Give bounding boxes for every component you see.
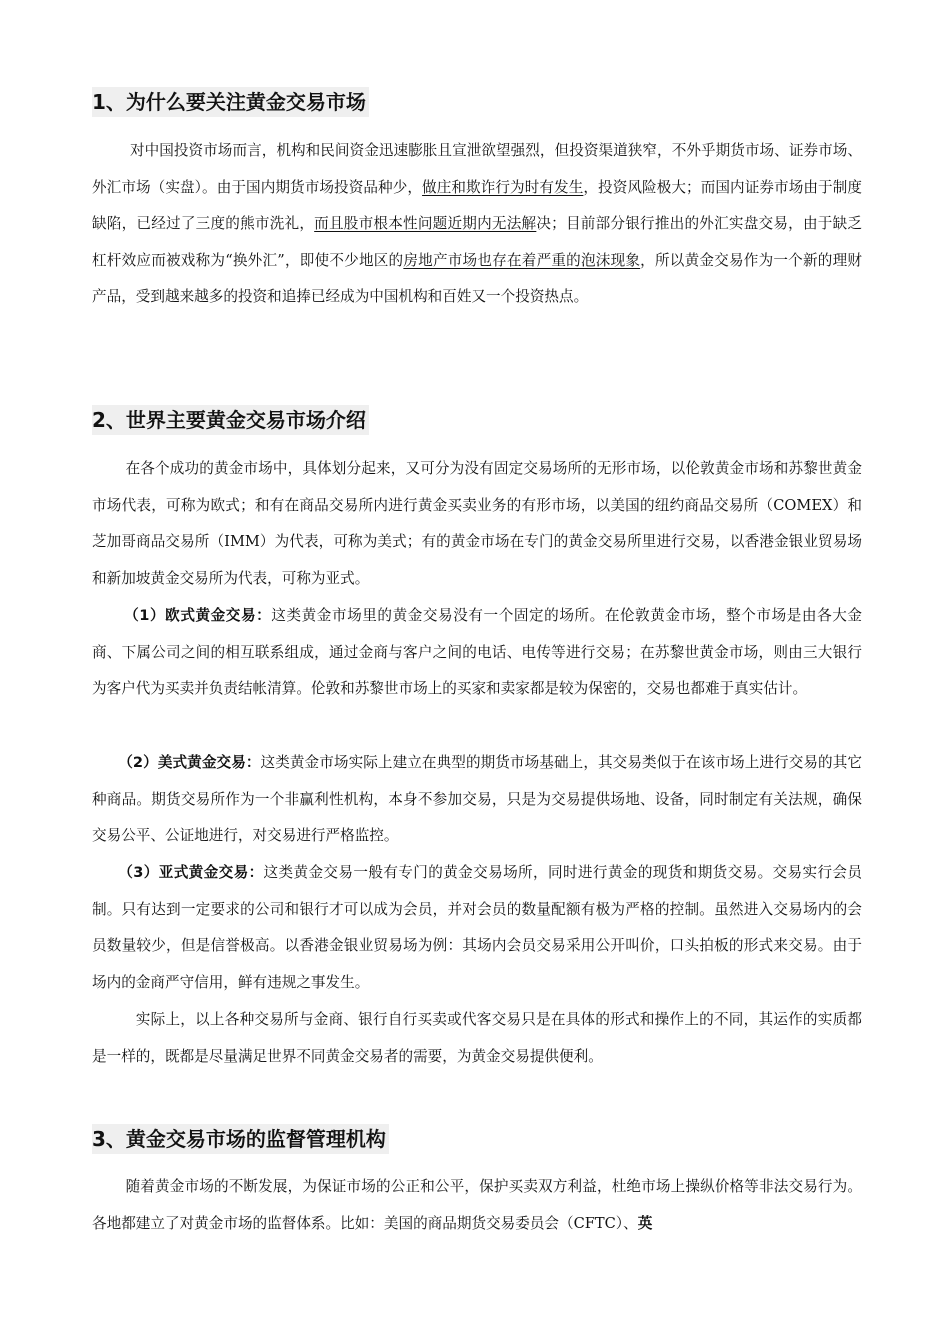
s3-text: 随着黄金市场的不断发展，为保证市场的公正和公平，保护买卖双方利益，杜绝市场上操纵价格等非法交易行为。各地都建立了对黄金市场的监督体系。比如：美国的商品期货交易委员会（CFTC）、 bbox=[92, 1178, 862, 1232]
item-europe-label: （1）欧式黄金交易： bbox=[124, 607, 272, 624]
s1-text-c: 决；目前部分银行推出的外汇实盘交易，由于缺乏杠杆效应而被戏称为“换外汇”，即使不少地区的 bbox=[92, 215, 862, 269]
section-3-heading: 3、黄金交易市场的监督管理机构 bbox=[92, 1124, 389, 1154]
s1-underline-3: 房地产市场也存在着严重的泡沫现象 bbox=[403, 251, 641, 269]
section-2-heading: 2、世界主要黄金交易市场介绍 bbox=[92, 405, 369, 435]
item-america-text: 这类黄金市场实际上建立在典型的期货市场基础上，其交易类似于在该市场上进行交易的其它种商品。期货交易所作为一个非赢利性机构，本身不参加交易，只是为交易提供场地、设备，同时制定有关法规，确保交易公平、公证地进行，对交易进行严格监控。 bbox=[92, 754, 862, 845]
item-europe-text: 这类黄金市场里的黄金交易没有一个固定的场所。在伦敦黄金市场，整个市场是由各大金商、下属公司之间的相互联系组成，通过金商与客户之间的电话、电传等进行交易；在苏黎世黄金市场，则由三大银行为客户代为买卖并负责结帐清算。伦敦和苏黎世市场上的买家和卖家都是较为保密的，交易也都难于真实估计。 bbox=[92, 607, 862, 698]
s3-text-bold: 英 bbox=[637, 1214, 653, 1232]
section-2-item-america bbox=[92, 745, 862, 855]
section-2-summary: 实际上，以上各种交易所与金商、银行自行买卖或代客交易只是在具体的形式和操作上的不同，其运作的实质都是一样的，既都是尽量满足世界不同黄金交易者的需要，为黄金交易提供便利。 bbox=[92, 1011, 862, 1065]
section-1-paragraph bbox=[92, 133, 862, 316]
section-3-paragraph bbox=[92, 1169, 862, 1242]
item-asia-label: （3）亚式黄金交易： bbox=[118, 864, 264, 881]
s1-text-a: 对中国投资市场而言，机构和民间资金迅速膨胀且宣泄欲望强烈，但投资渠道狭窄，不外乎期货市场、证券市场、外汇市场（实盘）。由于国内期货市场投资品种少， bbox=[92, 142, 862, 196]
s1-text-b: ，投资风险极大；而国内证券市场由于制度缺陷，已经过了三度的熊市洗礼， bbox=[92, 178, 862, 233]
s1-underline-1: 做庄和欺诈行为时有发生 bbox=[422, 178, 584, 196]
s1-underline-2: 而且股市根本性问题近期内无法解 bbox=[314, 215, 537, 233]
item-america-label: （2）美式黄金交易： bbox=[118, 754, 261, 771]
item-asia-text: 这类黄金交易一般有专门的黄金交易场所，同时进行黄金的现货和期货交易。交易实行会员制。只有达到一定要求的公司和银行才可以成为会员，并对会员的数量配额有极为严格的控制。虽然进入交易场内的会员数量较少，但是信誉极高。以香港金银业贸易场为例：其场内会员交易采用公开叫价，口头拍板的形式来交易。由于场内的金商严守信用，鲜有违规之事发生。 bbox=[92, 864, 863, 991]
section-2-item-asia bbox=[92, 855, 862, 1001]
s1-text-d: ，所以黄金交易作为一个新的理财产品，受到越来越多的投资和追捧已经成为中国机构和百姓又一个投资热点。 bbox=[92, 251, 862, 306]
section-2-intro: 在各个成功的黄金市场中，具体划分起来，又可分为没有固定交易场所的无形市场，以伦敦黄金市场和苏黎世黄金市场代表，可称为欧式；和有在商品交易所内进行黄金买卖业务的有形市场，以美国的纽约商品交易所（COMEX）和芝加哥商品交易所（IMM）为代表，可称为美式；有的黄金市场在专门的黄金交易所里进行交易，以香港金银业贸易场和新加坡黄金交易所为代表，可称为亚式。 bbox=[92, 460, 862, 587]
section-2-item-europe bbox=[92, 598, 862, 708]
section-1-heading: 1、为什么要关注黄金交易市场 bbox=[92, 87, 369, 117]
